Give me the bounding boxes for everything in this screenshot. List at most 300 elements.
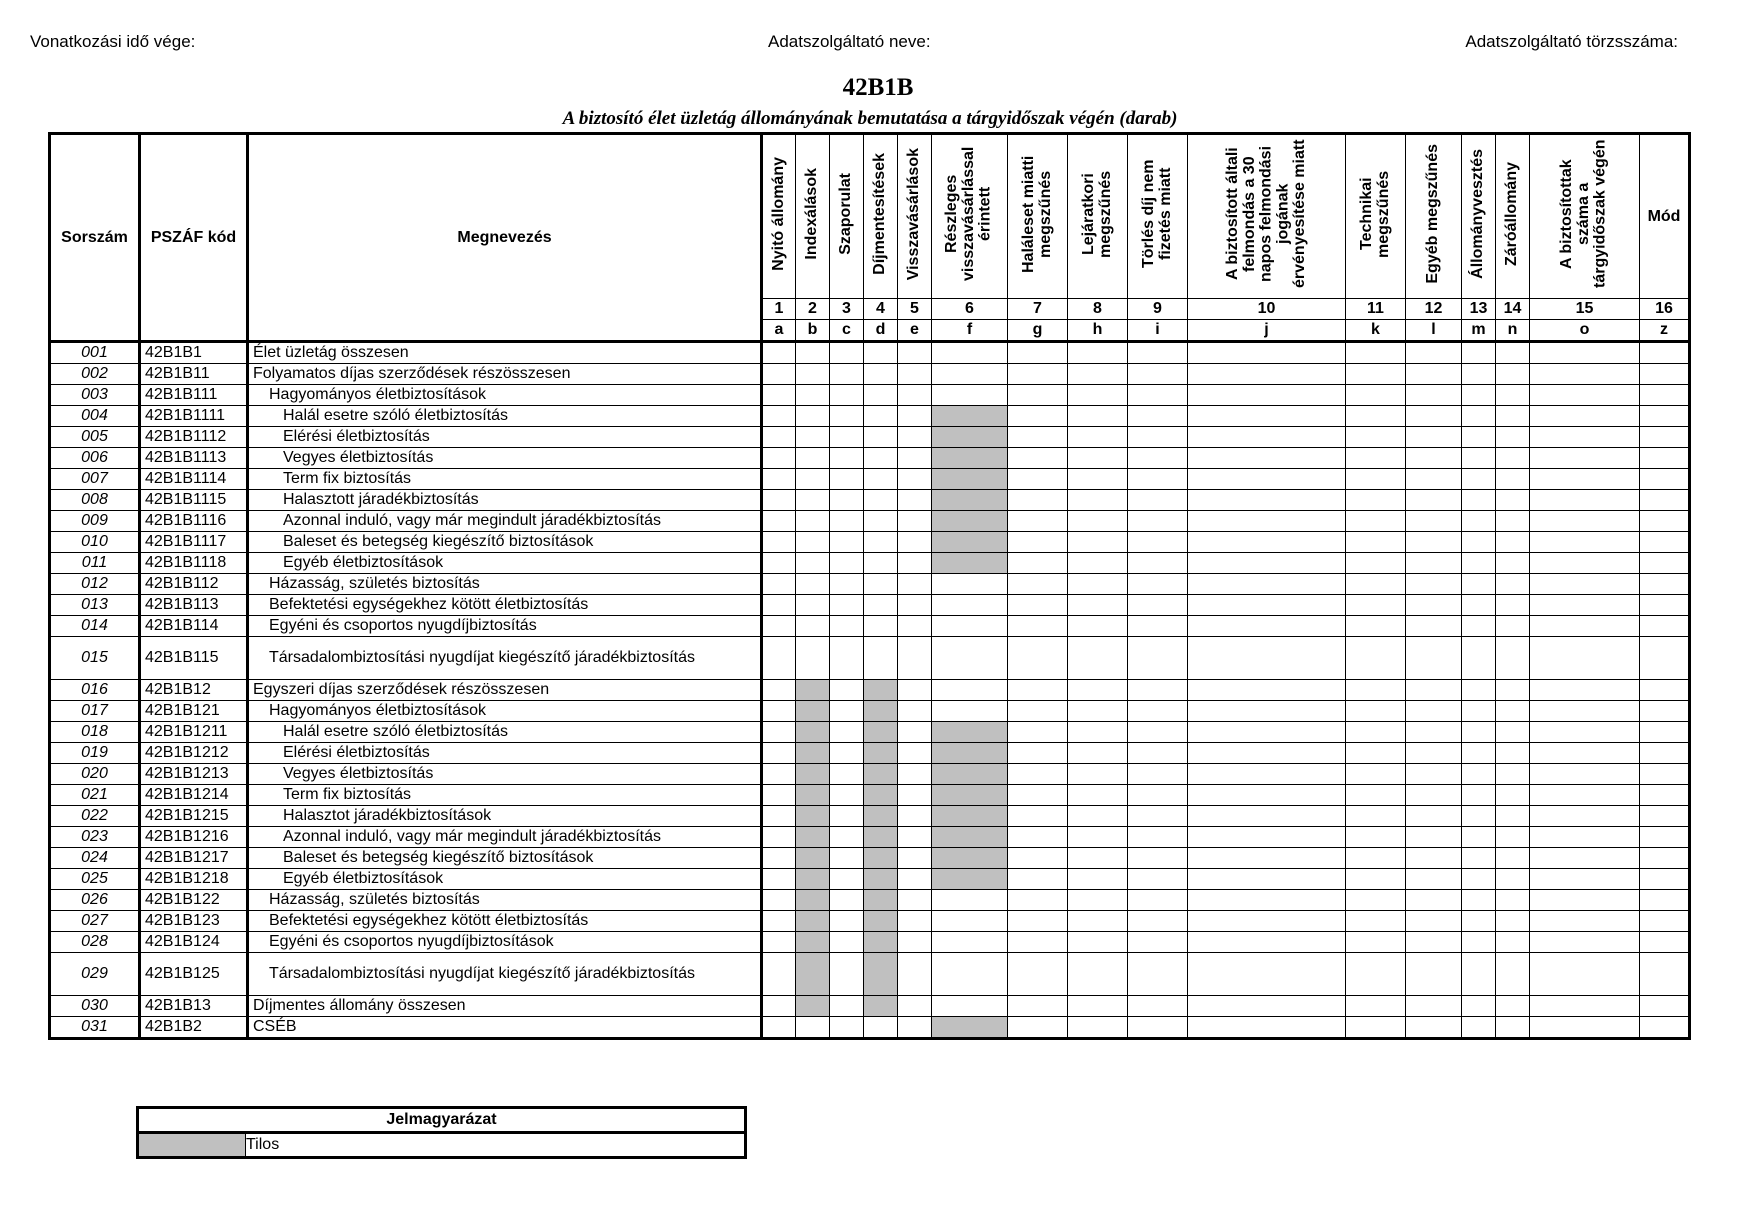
data-cell[interactable] [1496, 932, 1530, 953]
data-cell[interactable] [1188, 385, 1346, 406]
data-cell[interactable] [1462, 743, 1496, 764]
data-cell[interactable] [1008, 448, 1068, 469]
data-cell[interactable] [898, 743, 932, 764]
data-cell[interactable] [898, 848, 932, 869]
data-cell[interactable] [1640, 342, 1690, 364]
data-cell[interactable] [1008, 932, 1068, 953]
data-cell[interactable] [1406, 637, 1462, 680]
data-cell[interactable] [1128, 427, 1188, 448]
data-cell[interactable] [898, 722, 932, 743]
data-cell[interactable] [1008, 827, 1068, 848]
data-cell[interactable] [932, 616, 1008, 637]
data-cell[interactable] [1128, 448, 1188, 469]
data-cell[interactable] [1128, 996, 1188, 1017]
data-cell[interactable] [1640, 722, 1690, 743]
data-cell[interactable] [932, 932, 1008, 953]
data-cell[interactable] [1462, 427, 1496, 448]
data-cell[interactable] [864, 342, 898, 364]
data-cell[interactable] [1068, 953, 1128, 996]
data-cell[interactable] [1188, 511, 1346, 532]
data-cell[interactable] [1462, 806, 1496, 827]
data-cell[interactable] [1346, 469, 1406, 490]
data-cell[interactable] [1530, 996, 1640, 1017]
data-cell[interactable] [1188, 616, 1346, 637]
data-cell[interactable] [1008, 890, 1068, 911]
data-cell[interactable] [898, 953, 932, 996]
data-cell[interactable] [1128, 574, 1188, 595]
data-cell[interactable] [1128, 932, 1188, 953]
data-cell[interactable] [830, 427, 864, 448]
data-cell[interactable] [1496, 448, 1530, 469]
data-cell[interactable] [1008, 680, 1068, 701]
data-cell[interactable] [864, 511, 898, 532]
data-cell[interactable] [830, 574, 864, 595]
data-cell[interactable] [1530, 385, 1640, 406]
data-cell[interactable] [932, 996, 1008, 1017]
data-cell[interactable] [1496, 532, 1530, 553]
data-cell[interactable] [796, 490, 830, 511]
data-cell[interactable] [1008, 532, 1068, 553]
data-cell[interactable] [1530, 806, 1640, 827]
data-cell[interactable] [1406, 490, 1462, 511]
data-cell[interactable] [1462, 722, 1496, 743]
data-cell[interactable] [1128, 637, 1188, 680]
data-cell[interactable] [1008, 385, 1068, 406]
data-cell[interactable] [830, 911, 864, 932]
data-cell[interactable] [1068, 616, 1128, 637]
data-cell[interactable] [932, 637, 1008, 680]
data-cell[interactable] [1496, 469, 1530, 490]
data-cell[interactable] [1640, 427, 1690, 448]
data-cell[interactable] [1496, 701, 1530, 722]
data-cell[interactable] [1530, 911, 1640, 932]
data-cell[interactable] [1346, 848, 1406, 869]
data-cell[interactable] [898, 869, 932, 890]
data-cell[interactable] [1640, 616, 1690, 637]
data-cell[interactable] [1496, 595, 1530, 616]
data-cell[interactable] [932, 342, 1008, 364]
data-cell[interactable] [762, 553, 796, 574]
data-cell[interactable] [898, 806, 932, 827]
data-cell[interactable] [932, 364, 1008, 385]
data-cell[interactable] [1406, 743, 1462, 764]
data-cell[interactable] [1068, 448, 1128, 469]
data-cell[interactable] [1346, 385, 1406, 406]
data-cell[interactable] [1068, 469, 1128, 490]
data-cell[interactable] [1068, 406, 1128, 427]
data-cell[interactable] [1406, 911, 1462, 932]
data-cell[interactable] [932, 911, 1008, 932]
data-cell[interactable] [1346, 595, 1406, 616]
data-cell[interactable] [1346, 553, 1406, 574]
data-cell[interactable] [1530, 595, 1640, 616]
data-cell[interactable] [1068, 996, 1128, 1017]
data-cell[interactable] [932, 595, 1008, 616]
data-cell[interactable] [1128, 701, 1188, 722]
data-cell[interactable] [1530, 953, 1640, 996]
data-cell[interactable] [1530, 511, 1640, 532]
data-cell[interactable] [1496, 1017, 1530, 1039]
data-cell[interactable] [1346, 680, 1406, 701]
data-cell[interactable] [830, 595, 864, 616]
data-cell[interactable] [1496, 848, 1530, 869]
data-cell[interactable] [1188, 574, 1346, 595]
data-cell[interactable] [1496, 869, 1530, 890]
data-cell[interactable] [1188, 953, 1346, 996]
data-cell[interactable] [796, 553, 830, 574]
data-cell[interactable] [1496, 890, 1530, 911]
data-cell[interactable] [1496, 827, 1530, 848]
data-cell[interactable] [1496, 743, 1530, 764]
data-cell[interactable] [1346, 701, 1406, 722]
data-cell[interactable] [932, 701, 1008, 722]
data-cell[interactable] [1530, 553, 1640, 574]
data-cell[interactable] [1128, 869, 1188, 890]
data-cell[interactable] [1128, 553, 1188, 574]
data-cell[interactable] [1346, 574, 1406, 595]
data-cell[interactable] [1188, 932, 1346, 953]
data-cell[interactable] [1640, 701, 1690, 722]
data-cell[interactable] [1462, 848, 1496, 869]
data-cell[interactable] [1128, 848, 1188, 869]
data-cell[interactable] [796, 511, 830, 532]
data-cell[interactable] [1188, 406, 1346, 427]
data-cell[interactable] [1530, 764, 1640, 785]
data-cell[interactable] [762, 1017, 796, 1039]
data-cell[interactable] [796, 385, 830, 406]
data-cell[interactable] [1068, 532, 1128, 553]
data-cell[interactable] [830, 342, 864, 364]
data-cell[interactable] [1406, 469, 1462, 490]
data-cell[interactable] [1640, 890, 1690, 911]
data-cell[interactable] [796, 595, 830, 616]
data-cell[interactable] [1346, 890, 1406, 911]
data-cell[interactable] [1068, 490, 1128, 511]
data-cell[interactable] [762, 701, 796, 722]
data-cell[interactable] [1188, 364, 1346, 385]
data-cell[interactable] [1188, 869, 1346, 890]
data-cell[interactable] [898, 469, 932, 490]
data-cell[interactable] [1346, 406, 1406, 427]
data-cell[interactable] [1462, 701, 1496, 722]
data-cell[interactable] [1188, 722, 1346, 743]
data-cell[interactable] [830, 616, 864, 637]
data-cell[interactable] [1346, 785, 1406, 806]
data-cell[interactable] [1462, 890, 1496, 911]
data-cell[interactable] [762, 680, 796, 701]
data-cell[interactable] [1128, 595, 1188, 616]
data-cell[interactable] [762, 806, 796, 827]
data-cell[interactable] [830, 932, 864, 953]
data-cell[interactable] [1462, 827, 1496, 848]
data-cell[interactable] [864, 637, 898, 680]
data-cell[interactable] [762, 785, 796, 806]
data-cell[interactable] [1640, 785, 1690, 806]
data-cell[interactable] [1640, 848, 1690, 869]
data-cell[interactable] [1406, 764, 1462, 785]
data-cell[interactable] [1346, 932, 1406, 953]
data-cell[interactable] [1640, 574, 1690, 595]
data-cell[interactable] [898, 406, 932, 427]
data-cell[interactable] [1496, 680, 1530, 701]
data-cell[interactable] [1462, 385, 1496, 406]
data-cell[interactable] [1496, 511, 1530, 532]
data-cell[interactable] [1640, 932, 1690, 953]
data-cell[interactable] [1008, 469, 1068, 490]
data-cell[interactable] [864, 406, 898, 427]
data-cell[interactable] [762, 532, 796, 553]
data-cell[interactable] [1068, 637, 1128, 680]
data-cell[interactable] [830, 511, 864, 532]
data-cell[interactable] [830, 490, 864, 511]
data-cell[interactable] [1008, 701, 1068, 722]
data-cell[interactable] [864, 1017, 898, 1039]
data-cell[interactable] [1346, 764, 1406, 785]
data-cell[interactable] [1346, 806, 1406, 827]
data-cell[interactable] [1406, 806, 1462, 827]
data-cell[interactable] [864, 364, 898, 385]
data-cell[interactable] [1462, 764, 1496, 785]
data-cell[interactable] [1640, 385, 1690, 406]
data-cell[interactable] [1346, 490, 1406, 511]
data-cell[interactable] [762, 469, 796, 490]
data-cell[interactable] [1496, 574, 1530, 595]
data-cell[interactable] [1530, 722, 1640, 743]
data-cell[interactable] [1640, 996, 1690, 1017]
data-cell[interactable] [762, 427, 796, 448]
data-cell[interactable] [1008, 342, 1068, 364]
data-cell[interactable] [1530, 848, 1640, 869]
data-cell[interactable] [1640, 406, 1690, 427]
data-cell[interactable] [1406, 827, 1462, 848]
data-cell[interactable] [762, 996, 796, 1017]
data-cell[interactable] [898, 890, 932, 911]
data-cell[interactable] [1530, 469, 1640, 490]
data-cell[interactable] [1406, 364, 1462, 385]
data-cell[interactable] [1462, 616, 1496, 637]
data-cell[interactable] [1128, 827, 1188, 848]
data-cell[interactable] [1188, 701, 1346, 722]
data-cell[interactable] [830, 364, 864, 385]
data-cell[interactable] [762, 490, 796, 511]
data-cell[interactable] [1068, 764, 1128, 785]
data-cell[interactable] [1406, 953, 1462, 996]
data-cell[interactable] [1496, 427, 1530, 448]
data-cell[interactable] [1496, 490, 1530, 511]
data-cell[interactable] [1346, 953, 1406, 996]
data-cell[interactable] [1496, 764, 1530, 785]
data-cell[interactable] [762, 637, 796, 680]
data-cell[interactable] [1530, 827, 1640, 848]
data-cell[interactable] [1530, 890, 1640, 911]
data-cell[interactable] [1188, 1017, 1346, 1039]
data-cell[interactable] [1462, 911, 1496, 932]
data-cell[interactable] [1188, 890, 1346, 911]
data-cell[interactable] [762, 764, 796, 785]
data-cell[interactable] [932, 574, 1008, 595]
data-cell[interactable] [898, 342, 932, 364]
data-cell[interactable] [1188, 848, 1346, 869]
data-cell[interactable] [932, 680, 1008, 701]
data-cell[interactable] [898, 595, 932, 616]
data-cell[interactable] [830, 469, 864, 490]
data-cell[interactable] [1530, 932, 1640, 953]
data-cell[interactable] [1068, 806, 1128, 827]
data-cell[interactable] [1008, 1017, 1068, 1039]
data-cell[interactable] [1640, 827, 1690, 848]
data-cell[interactable] [1188, 743, 1346, 764]
data-cell[interactable] [1346, 869, 1406, 890]
data-cell[interactable] [898, 911, 932, 932]
data-cell[interactable] [898, 532, 932, 553]
data-cell[interactable] [1008, 574, 1068, 595]
data-cell[interactable] [830, 743, 864, 764]
data-cell[interactable] [1640, 869, 1690, 890]
data-cell[interactable] [1462, 511, 1496, 532]
data-cell[interactable] [1496, 364, 1530, 385]
data-cell[interactable] [1406, 427, 1462, 448]
data-cell[interactable] [1406, 932, 1462, 953]
data-cell[interactable] [830, 827, 864, 848]
data-cell[interactable] [1462, 869, 1496, 890]
data-cell[interactable] [898, 701, 932, 722]
data-cell[interactable] [1128, 806, 1188, 827]
data-cell[interactable] [1188, 911, 1346, 932]
data-cell[interactable] [830, 553, 864, 574]
data-cell[interactable] [1188, 427, 1346, 448]
data-cell[interactable] [1640, 911, 1690, 932]
data-cell[interactable] [1530, 637, 1640, 680]
data-cell[interactable] [1008, 764, 1068, 785]
data-cell[interactable] [1346, 342, 1406, 364]
data-cell[interactable] [1346, 1017, 1406, 1039]
data-cell[interactable] [1530, 342, 1640, 364]
data-cell[interactable] [1128, 490, 1188, 511]
data-cell[interactable] [1346, 996, 1406, 1017]
data-cell[interactable] [1346, 364, 1406, 385]
data-cell[interactable] [898, 385, 932, 406]
data-cell[interactable] [830, 848, 864, 869]
data-cell[interactable] [1068, 827, 1128, 848]
data-cell[interactable] [796, 406, 830, 427]
data-cell[interactable] [1462, 553, 1496, 574]
data-cell[interactable] [1128, 469, 1188, 490]
data-cell[interactable] [1068, 385, 1128, 406]
data-cell[interactable] [864, 490, 898, 511]
data-cell[interactable] [1496, 406, 1530, 427]
data-cell[interactable] [1008, 848, 1068, 869]
data-cell[interactable] [830, 448, 864, 469]
data-cell[interactable] [1640, 764, 1690, 785]
data-cell[interactable] [1346, 722, 1406, 743]
data-cell[interactable] [1406, 406, 1462, 427]
data-cell[interactable] [1462, 532, 1496, 553]
data-cell[interactable] [830, 806, 864, 827]
data-cell[interactable] [1640, 364, 1690, 385]
data-cell[interactable] [796, 616, 830, 637]
data-cell[interactable] [864, 469, 898, 490]
data-cell[interactable] [796, 448, 830, 469]
data-cell[interactable] [796, 574, 830, 595]
data-cell[interactable] [1068, 932, 1128, 953]
data-cell[interactable] [1188, 342, 1346, 364]
data-cell[interactable] [1128, 406, 1188, 427]
data-cell[interactable] [1406, 448, 1462, 469]
data-cell[interactable] [1640, 532, 1690, 553]
data-cell[interactable] [1462, 342, 1496, 364]
data-cell[interactable] [1406, 553, 1462, 574]
data-cell[interactable] [1068, 911, 1128, 932]
data-cell[interactable] [1128, 385, 1188, 406]
data-cell[interactable] [1496, 996, 1530, 1017]
data-cell[interactable] [1346, 827, 1406, 848]
data-cell[interactable] [1462, 448, 1496, 469]
data-cell[interactable] [796, 427, 830, 448]
data-cell[interactable] [1640, 680, 1690, 701]
data-cell[interactable] [1008, 743, 1068, 764]
data-cell[interactable] [1640, 448, 1690, 469]
data-cell[interactable] [1496, 806, 1530, 827]
data-cell[interactable] [796, 1017, 830, 1039]
data-cell[interactable] [830, 637, 864, 680]
data-cell[interactable] [1008, 806, 1068, 827]
data-cell[interactable] [898, 996, 932, 1017]
data-cell[interactable] [898, 364, 932, 385]
data-cell[interactable] [898, 616, 932, 637]
data-cell[interactable] [1068, 364, 1128, 385]
data-cell[interactable] [1530, 490, 1640, 511]
data-cell[interactable] [1188, 553, 1346, 574]
data-cell[interactable] [1530, 616, 1640, 637]
data-cell[interactable] [762, 448, 796, 469]
data-cell[interactable] [796, 469, 830, 490]
data-cell[interactable] [1128, 722, 1188, 743]
data-cell[interactable] [1188, 764, 1346, 785]
data-cell[interactable] [762, 743, 796, 764]
data-cell[interactable] [1068, 553, 1128, 574]
data-cell[interactable] [1462, 953, 1496, 996]
data-cell[interactable] [762, 722, 796, 743]
data-cell[interactable] [1346, 511, 1406, 532]
data-cell[interactable] [1496, 385, 1530, 406]
data-cell[interactable] [762, 911, 796, 932]
data-cell[interactable] [1068, 743, 1128, 764]
data-cell[interactable] [1462, 680, 1496, 701]
data-cell[interactable] [1128, 1017, 1188, 1039]
data-cell[interactable] [1496, 342, 1530, 364]
data-cell[interactable] [1128, 890, 1188, 911]
data-cell[interactable] [1128, 616, 1188, 637]
data-cell[interactable] [1008, 406, 1068, 427]
data-cell[interactable] [1640, 743, 1690, 764]
data-cell[interactable] [1462, 637, 1496, 680]
data-cell[interactable] [898, 490, 932, 511]
data-cell[interactable] [1008, 427, 1068, 448]
data-cell[interactable] [830, 764, 864, 785]
data-cell[interactable] [762, 385, 796, 406]
data-cell[interactable] [1346, 532, 1406, 553]
data-cell[interactable] [1406, 785, 1462, 806]
data-cell[interactable] [898, 1017, 932, 1039]
data-cell[interactable] [1128, 743, 1188, 764]
data-cell[interactable] [1640, 637, 1690, 680]
data-cell[interactable] [1496, 911, 1530, 932]
data-cell[interactable] [830, 953, 864, 996]
data-cell[interactable] [1406, 574, 1462, 595]
data-cell[interactable] [864, 427, 898, 448]
data-cell[interactable] [1128, 364, 1188, 385]
data-cell[interactable] [1640, 511, 1690, 532]
